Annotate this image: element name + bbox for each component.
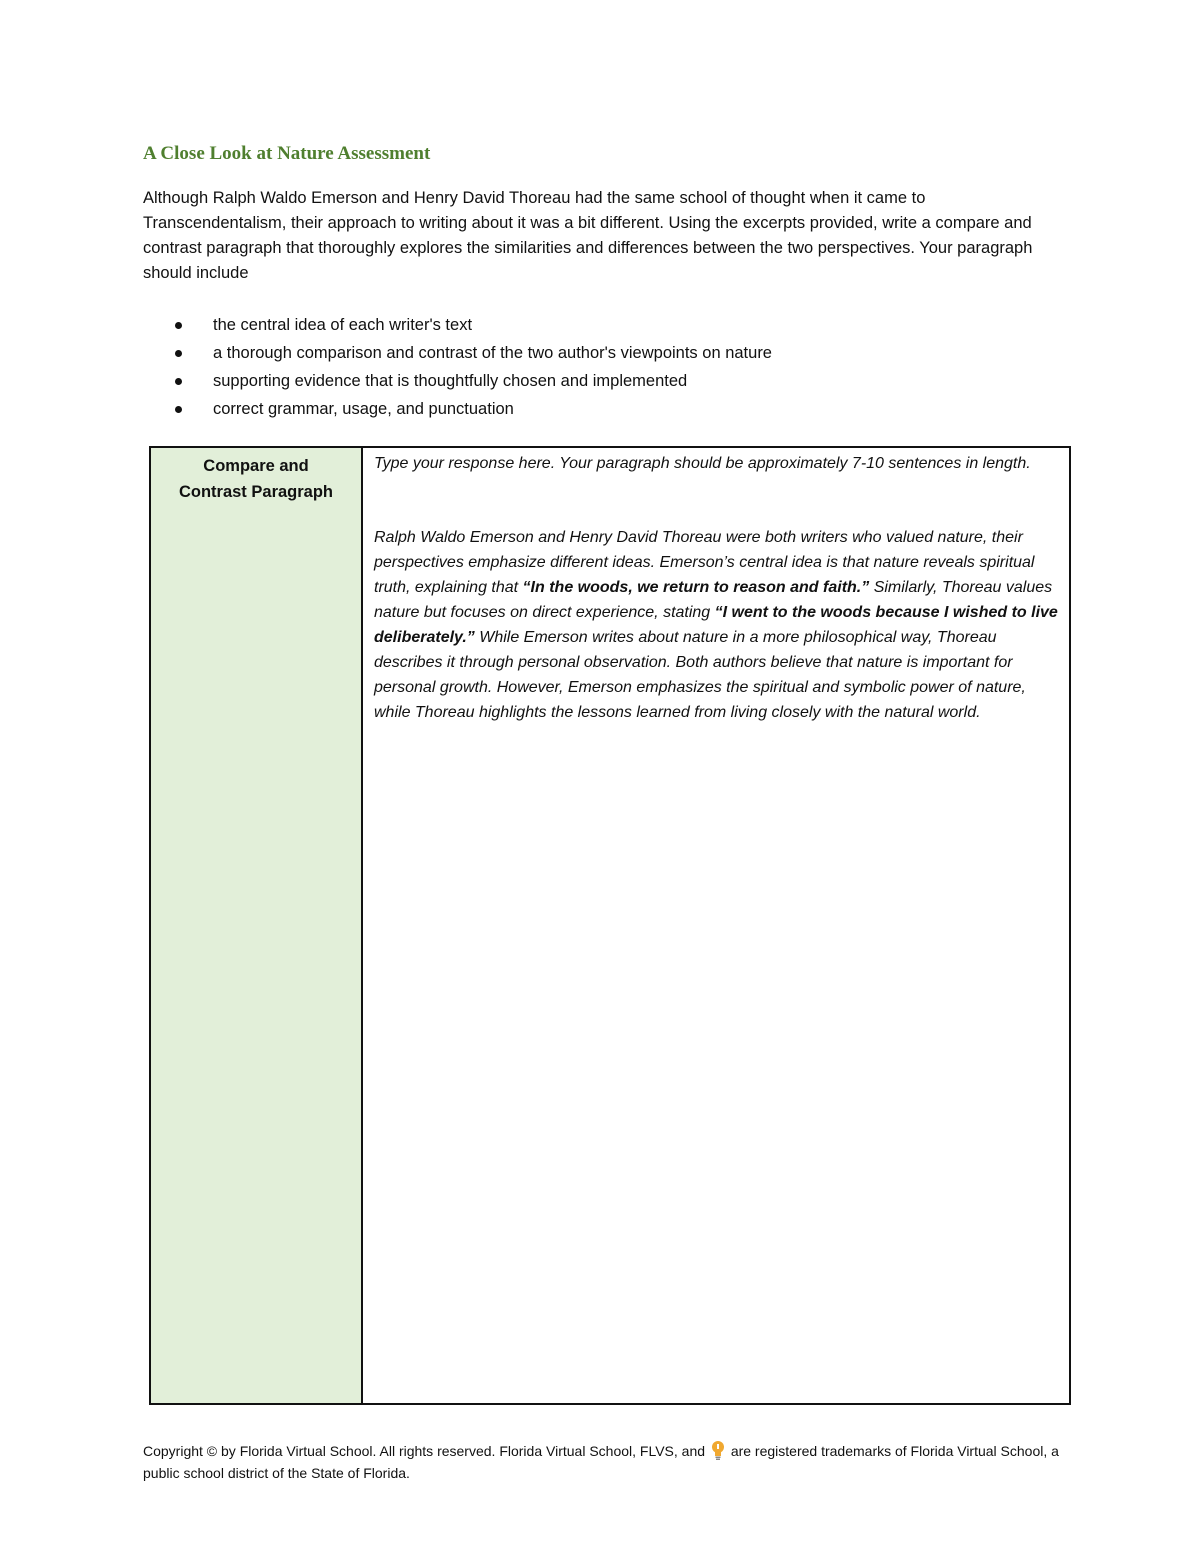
list-item — [143, 341, 1043, 369]
footer-text: Copyright © by Florida Virtual School. All rights reserved. Florida Virtual School, FLVS, and — [143, 1443, 706, 1459]
table-label-line: Compare and — [203, 457, 309, 475]
list-item — [143, 397, 1043, 425]
bullet-icon — [175, 406, 182, 413]
requirements-list — [143, 313, 1043, 425]
lightbulb-logo-icon — [711, 1440, 725, 1462]
thoreau-quote: “I went to the woods because I wished to live deliberately.” — [374, 604, 1058, 646]
list-item — [143, 313, 1043, 341]
assignment-instructions: Although Ralph Waldo Emerson and Henry David Thoreau had the same school of thought when it came to Transcendentalism, their approach to writing about it was a bit different. Using the excerpts provided, write a compare and contrast paragraph that thoroughly explores the similarities and differences between the two perspectives. Your paragraph should include — [143, 189, 1033, 282]
response-table — [149, 446, 1071, 1405]
list-item — [143, 369, 1043, 397]
list-item-text: correct grammar, usage, and punctuation — [213, 400, 514, 418]
table-label-cell — [151, 448, 363, 1403]
copyright-footer — [143, 1440, 1063, 1484]
page-title: A Close Look at Nature Assessment — [143, 143, 431, 164]
table-label-line: Contrast Paragraph — [178, 483, 334, 501]
bullet-icon — [175, 322, 182, 329]
response-text: While Emerson writes about nature in a more philosophical way, Thoreau describes it through personal observation. Both authors believe that nature is important for personal growth. However, Emerson emphasizes the spiritual and symbolic power of nature, while Thoreau highlights the lessons learned from living closely with the natural world. — [374, 629, 1026, 721]
list-item-text: a thorough comparison and contrast of the two author's viewpoints on nature — [213, 344, 772, 362]
bullet-icon — [175, 378, 182, 385]
emerson-quote: “In the woods, we return to reason and faith.” — [522, 579, 870, 596]
response-text: Ralph Waldo Emerson and Henry David Thoreau were both writers who valued nature, their perspectives emphasize different ideas. Emerson’s central idea is that nature reveals spiritual truth, explaining that — [374, 529, 1035, 596]
response-cell[interactable] — [363, 448, 1069, 1403]
response-text: Similarly, Thoreau values nature but focuses on direct experience, stating — [374, 579, 1053, 621]
bullet-icon — [175, 350, 182, 357]
list-item-text: the central idea of each writer's text — [213, 316, 473, 334]
list-item-text: supporting evidence that is thoughtfully chosen and implemented — [213, 372, 688, 390]
footer-text: are registered trademarks of Florida Virtual School, a public school district of the State of Florida. — [143, 1443, 1059, 1481]
response-paragraph[interactable] — [374, 525, 1059, 725]
response-instructions: Type your response here. Your paragraph should be approximately 7-10 sentences in length. — [374, 455, 1031, 472]
